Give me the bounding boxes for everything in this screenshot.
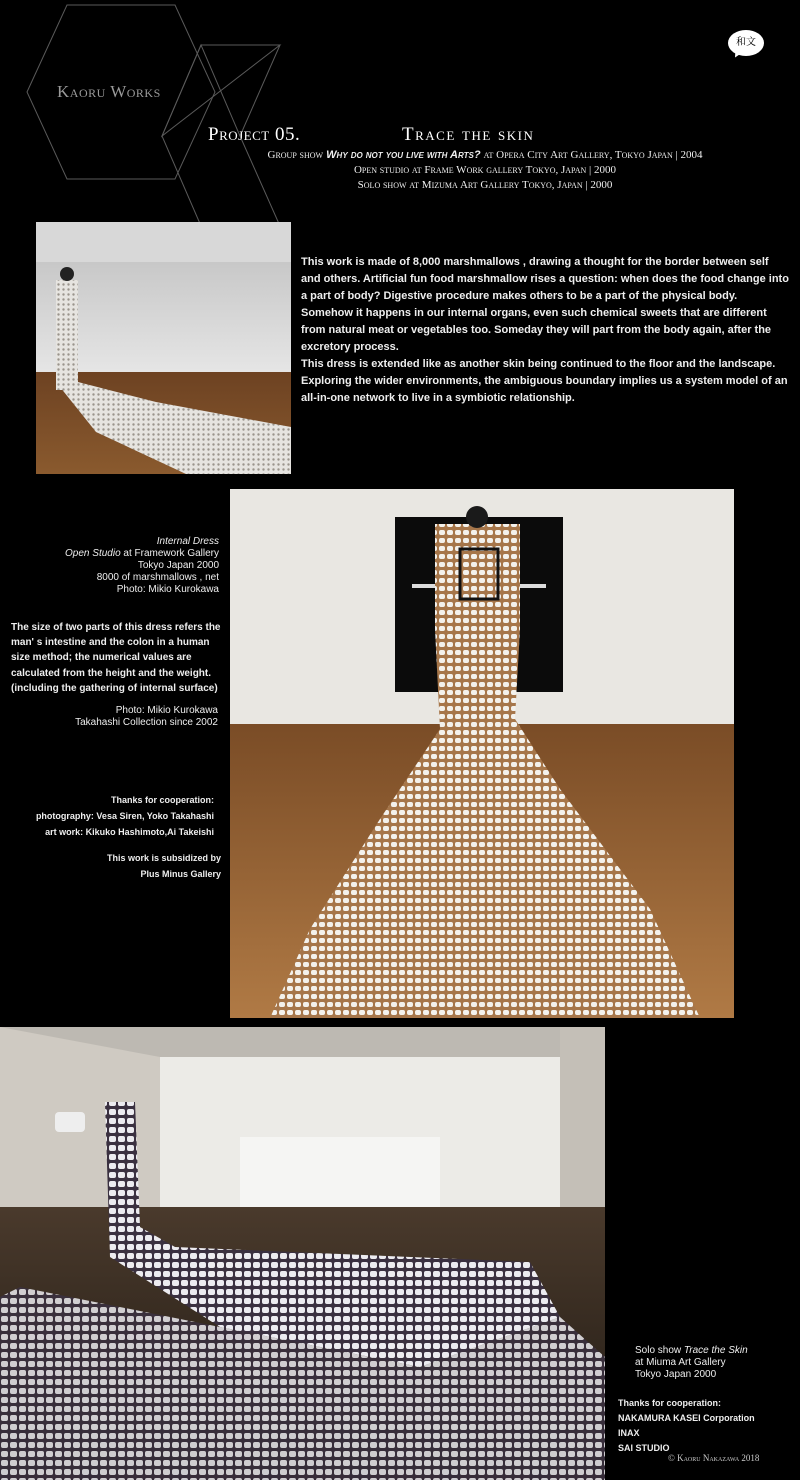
exhibition-list bbox=[180, 148, 790, 193]
artwork-caption: Internal Dress Open Studio at Framework Gallery Tokyo Japan 2000 8000 of marshmallows , net Photo: Mikio Kurokawa bbox=[65, 536, 219, 595]
artwork-photo-gallery bbox=[0, 1027, 605, 1480]
photo-credit: Photo: Mikio Kurokawa Takahashi Collection since 2002 bbox=[75, 705, 218, 728]
artwork-photo-standing bbox=[36, 222, 291, 474]
exhibition-line: Open studio at Frame Work gallery Tokyo, Japan | 2000 bbox=[353, 164, 617, 176]
artwork-photo-piano bbox=[230, 489, 734, 1018]
size-note: The size of two parts of this dress refers the man' s intestine and the colon in a human size method; the numerical values are calculated from the height and the weight. (including the gathering of internal surface) bbox=[11, 622, 221, 694]
project-number: Project 05. bbox=[208, 124, 301, 145]
sponsor-item: NAKAMURA KASEI Corporation bbox=[618, 1413, 755, 1423]
project-title: Trace the skin bbox=[402, 124, 535, 145]
acknowledgements: Thanks for cooperation: photography: Vesa Siren, Yoko Takahashi art work: Kikuko Hashimoto,Ai Takeishi bbox=[35, 795, 214, 837]
copyright-notice: © Kaoru Nakazawa 2018 bbox=[668, 1453, 760, 1463]
installation-caption: Solo show Trace the Skin at Miuma Art Gallery Tokyo Japan 2000 bbox=[635, 1345, 748, 1380]
site-title[interactable]: Kaoru Works bbox=[57, 82, 161, 101]
sponsor-item: INAX bbox=[618, 1428, 640, 1438]
sponsor-list: Thanks for cooperation: NAKAMURA KASEI Corporation INAX SAI STUDIO bbox=[618, 1396, 755, 1456]
project-description bbox=[301, 254, 791, 407]
description-paragraph: This dress is extended like as another skin being continued to the floor and the landscape. Exploring the wider environments, the ambiguous boundary implies us a system model of an all-in-one network to live in a symbiotic relationship. bbox=[301, 358, 788, 404]
sponsor-item: SAI STUDIO bbox=[618, 1443, 670, 1453]
exhibition-line: Solo show at Mizuma Art Gallery Tokyo, Japan | 2000 bbox=[357, 179, 613, 191]
exhibition-line: Group show Why do not you live with Arts? at Opera City Art Gallery, Tokyo Japan | 2004 bbox=[267, 149, 703, 161]
language-toggle-button[interactable]: 和文 bbox=[728, 30, 764, 56]
subsidy-note: This work is subsidized by Plus Minus Gallery bbox=[106, 853, 221, 879]
hexagon-decoration bbox=[0, 0, 800, 240]
description-paragraph: This work is made of 8,000 marshmallows , drawing a thought for the border between self and others. Artificial fun food marshmallow rises a question: when does the food change into a part of body? Digestive procedure makes others to be a part of the physical body. Somehow it happens in our internal organs, even such chemical sweets that are different from natural meat or vegetables too. Someday they will part from the body again, after the excretory process. bbox=[301, 256, 789, 353]
